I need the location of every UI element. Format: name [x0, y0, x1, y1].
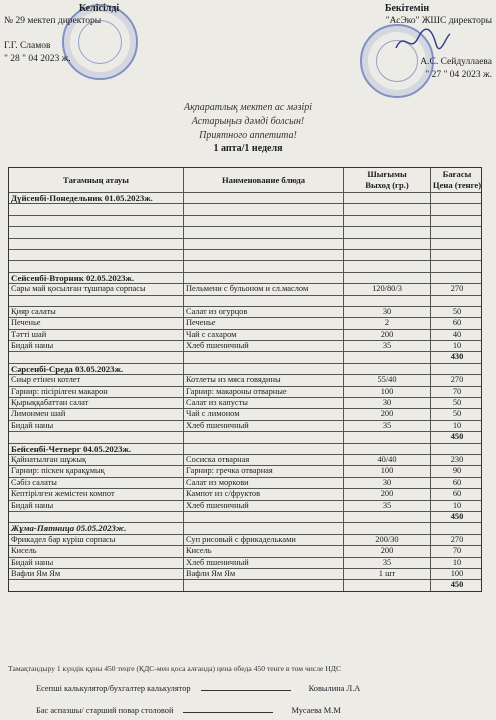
- price-cell: [430, 250, 483, 260]
- total-row: [9, 431, 481, 442]
- price-cell: 270: [430, 284, 483, 294]
- greeting-line-3: Приятного аппетита!: [199, 130, 297, 141]
- name-ru-cell: [183, 261, 343, 271]
- name-kz-cell: [9, 580, 183, 590]
- yield-cell: [343, 227, 430, 237]
- table-row: [9, 306, 481, 317]
- yield-cell: 35: [343, 421, 430, 431]
- name-ru-cell: [183, 432, 343, 442]
- name-ru-cell: Хлеб пшеничный: [183, 558, 343, 568]
- name-kz-cell: Жұма-Пятница 05.05.2023ж.: [11, 523, 127, 534]
- approval-right-title: Бекітемін: [384, 3, 430, 14]
- price-cell: 50: [430, 398, 483, 408]
- yield-cell: 200: [343, 330, 430, 340]
- header-ru-name: Наименование блюда: [183, 168, 343, 192]
- table-row: [9, 534, 481, 545]
- greeting-line-1: Ақпаратлық мектеп ас мәзірі: [183, 102, 313, 113]
- approval-left-date: " 28 " 04 2023 ж.: [4, 54, 71, 64]
- price-cell: [430, 261, 483, 271]
- name-ru-cell: Хлеб пшеничный: [183, 421, 343, 431]
- header-yield-ru: Выход (гр.): [365, 180, 409, 190]
- yield-cell: [343, 296, 430, 306]
- name-ru-cell: Пельмени с бульоном и сл.маслом: [183, 284, 343, 294]
- yield-cell: [343, 261, 430, 271]
- name-kz-cell: Гарнир: піскен қарақұмық: [11, 466, 105, 476]
- name-ru-cell: [183, 273, 343, 283]
- day-row: [9, 363, 481, 374]
- header-kz-name: Тағамның атауы: [63, 174, 129, 185]
- header-price-ru: Цена (тенге): [432, 180, 482, 190]
- table-row: [9, 397, 481, 408]
- yield-cell: 30: [343, 398, 430, 408]
- name-kz-cell: Фрикадел бар күріш сорпасы: [11, 534, 116, 544]
- name-kz-cell: Бидай наны: [11, 557, 54, 567]
- header-price-kz: Бағасы: [442, 169, 472, 179]
- yield-cell: 1 шт: [343, 569, 430, 579]
- table-row: [9, 488, 481, 499]
- table-row: [9, 317, 481, 328]
- table-row: [9, 203, 481, 214]
- name-ru-cell: [183, 352, 343, 362]
- yield-cell: [343, 512, 430, 522]
- name-ru-cell: Суп рисовый с фрикадельками: [183, 535, 343, 545]
- signature-name: Мусаева М.М: [291, 706, 341, 715]
- approval-block-right: [322, 2, 492, 82]
- yield-cell: 200/30: [343, 535, 430, 545]
- yield-cell: [343, 364, 430, 374]
- table-row: [9, 568, 481, 579]
- name-kz-cell: Печенье: [11, 318, 41, 328]
- price-cell: [430, 273, 483, 283]
- table-row: [9, 386, 481, 397]
- yield-cell: 200: [343, 409, 430, 419]
- approval-right-name: А.С. Сейдуллаева: [420, 57, 492, 67]
- price-cell: 450: [430, 580, 483, 590]
- price-cell: 60: [430, 478, 483, 488]
- table-row: [9, 477, 481, 488]
- name-ru-cell: [183, 523, 343, 533]
- greeting: [0, 101, 496, 143]
- price-cell: 90: [430, 466, 483, 476]
- name-kz-cell: [9, 250, 183, 260]
- name-kz-cell: [9, 512, 183, 522]
- table-row: [9, 465, 481, 476]
- name-ru-cell: Салат из капусты: [183, 398, 343, 408]
- yield-cell: [343, 432, 430, 442]
- name-ru-cell: [183, 250, 343, 260]
- header-yield: [343, 168, 430, 192]
- table-row: [9, 340, 481, 351]
- menu-table: [8, 167, 482, 592]
- name-ru-cell: Гарнир: макароны отварные: [183, 387, 343, 397]
- name-ru-cell: [183, 216, 343, 226]
- yield-cell: 200: [343, 546, 430, 556]
- name-ru-cell: Хлеб пшеничный: [183, 341, 343, 351]
- name-kz-cell: Бидай наны: [11, 420, 54, 430]
- name-ru-cell: [183, 444, 343, 454]
- yield-cell: [343, 204, 430, 214]
- yield-cell: [343, 239, 430, 249]
- price-cell: 270: [430, 375, 483, 385]
- greeting-line-2: Астарыңыз дәмді болсын!: [191, 116, 305, 127]
- name-ru-cell: Чай с лимоном: [183, 409, 343, 419]
- price-cell: 70: [430, 546, 483, 556]
- name-kz-cell: Кисель: [11, 546, 37, 556]
- name-kz-cell: Гарнир: пісірілген макарон: [11, 386, 108, 396]
- signature-name: Ковылина Л.А: [308, 684, 361, 693]
- name-kz-cell: [9, 227, 183, 237]
- name-kz-cell: [9, 204, 183, 214]
- name-kz-cell: Кептірілген жемістен компот: [11, 489, 115, 499]
- price-footnote: Тамақтандыру 1 күндік құны 450 теңге (ҚДС-мен қоса алғанда) цена обеда 450 тенге в том числе НДС: [8, 664, 342, 673]
- header-price: [430, 168, 483, 192]
- yield-cell: 120/80/3: [343, 284, 430, 294]
- name-ru-cell: Печенье: [183, 318, 343, 328]
- name-kz-cell: [9, 352, 183, 362]
- name-ru-cell: [183, 239, 343, 249]
- name-kz-cell: Қырыққабаттан салат: [11, 398, 89, 408]
- name-kz-cell: Тәтті шай: [11, 329, 47, 339]
- name-kz-cell: [9, 432, 183, 442]
- table-row: [9, 557, 481, 568]
- name-kz-cell: Дүйсенбі-Понедельник 01.05.2023ж.: [11, 193, 153, 203]
- price-cell: 430: [430, 352, 483, 362]
- price-cell: [430, 193, 483, 203]
- price-cell: 10: [430, 421, 483, 431]
- day-row: [9, 192, 481, 203]
- signature-line: [183, 712, 273, 713]
- name-kz-cell: [9, 216, 183, 226]
- signature-role: Бас аспазшы/ старший повар столовой: [36, 706, 174, 715]
- price-cell: 50: [430, 409, 483, 419]
- yield-cell: 35: [343, 558, 430, 568]
- name-ru-cell: [183, 227, 343, 237]
- name-kz-cell: [9, 239, 183, 249]
- price-cell: [430, 216, 483, 226]
- price-cell: 70: [430, 387, 483, 397]
- name-ru-cell: [183, 580, 343, 590]
- yield-cell: 35: [343, 341, 430, 351]
- price-cell: 270: [430, 535, 483, 545]
- price-cell: 10: [430, 341, 483, 351]
- approval-right-position: "АсЭко" ЖШС директоры: [385, 16, 492, 26]
- yield-cell: [343, 523, 430, 533]
- name-ru-cell: [183, 364, 343, 374]
- yield-cell: [343, 580, 430, 590]
- price-cell: [430, 364, 483, 374]
- price-cell: 450: [430, 432, 483, 442]
- table-row: [9, 226, 481, 237]
- name-kz-cell: Сәбіз салаты: [11, 477, 57, 487]
- price-cell: [430, 239, 483, 249]
- yield-cell: [343, 352, 430, 362]
- yield-cell: 100: [343, 466, 430, 476]
- table-row: [9, 249, 481, 260]
- approval-left-position: № 29 мектеп директоры: [4, 16, 102, 26]
- day-row: [9, 522, 481, 533]
- yield-cell: [343, 444, 430, 454]
- header-yield-kz: Шығымы: [367, 169, 407, 179]
- name-ru-cell: Салат из огурцов: [183, 307, 343, 317]
- name-kz-cell: Бейсенбі-Четверг 04.05.2023ж.: [11, 443, 132, 454]
- total-row: [9, 511, 481, 522]
- price-cell: 450: [430, 512, 483, 522]
- yield-cell: 55/40: [343, 375, 430, 385]
- price-cell: [430, 227, 483, 237]
- table-header: [9, 168, 481, 192]
- table-row: [9, 260, 481, 271]
- table-row: [9, 283, 481, 294]
- signature-row-accountant: [36, 684, 456, 693]
- table-row: [9, 295, 481, 306]
- name-ru-cell: Сосиска отварная: [183, 455, 343, 465]
- name-kz-cell: Сары май қосылған тұшпара сорпасы: [11, 284, 146, 294]
- name-kz-cell: Вафли Ям Ям: [11, 568, 61, 578]
- price-cell: 60: [430, 318, 483, 328]
- approval-left-title: Келісілді: [78, 3, 120, 14]
- name-ru-cell: Салат из моркови: [183, 478, 343, 488]
- yield-cell: 40/40: [343, 455, 430, 465]
- signature-role: Есепші калькулятор/бухгалтер калькулятор: [36, 684, 191, 693]
- name-kz-cell: Қайнатылған шұжық: [11, 454, 87, 464]
- yield-cell: [343, 193, 430, 203]
- name-ru-cell: Кампот из с/фруктов: [183, 489, 343, 499]
- total-row: [9, 579, 481, 590]
- price-cell: 40: [430, 330, 483, 340]
- yield-cell: 2: [343, 318, 430, 328]
- price-cell: 230: [430, 455, 483, 465]
- name-kz-cell: Сейсенбі-Вторник 02.05.2023ж.: [11, 272, 135, 283]
- table-row: [9, 329, 481, 340]
- yield-cell: [343, 273, 430, 283]
- yield-cell: [343, 216, 430, 226]
- table-row: [9, 545, 481, 556]
- name-kz-cell: Лимонмен шай: [11, 409, 66, 419]
- name-kz-cell: Сәрсенбі-Среда 03.05.2023ж.: [11, 363, 124, 374]
- day-row: [9, 443, 481, 454]
- name-kz-cell: Сиыр етінен котлет: [11, 375, 81, 385]
- name-ru-cell: [183, 204, 343, 214]
- approval-block-left: [4, 2, 194, 66]
- name-kz-cell: Бидай наны: [11, 341, 54, 351]
- name-ru-cell: Вафли Ям Ям: [183, 569, 343, 579]
- name-ru-cell: Кисель: [183, 546, 343, 556]
- price-cell: 100: [430, 569, 483, 579]
- approval-right-date: " 27 " 04 2023 ж.: [425, 70, 492, 80]
- yield-cell: [343, 250, 430, 260]
- name-ru-cell: [183, 296, 343, 306]
- table-row: [9, 374, 481, 385]
- yield-cell: 35: [343, 501, 430, 511]
- price-cell: [430, 444, 483, 454]
- price-cell: 10: [430, 558, 483, 568]
- name-kz-cell: Бидай наны: [11, 500, 54, 510]
- name-ru-cell: [183, 512, 343, 522]
- table-row: [9, 408, 481, 419]
- price-cell: 10: [430, 501, 483, 511]
- name-kz-cell: Қияр салаты: [11, 306, 56, 316]
- table-row: [9, 420, 481, 431]
- table-row: [9, 500, 481, 511]
- name-ru-cell: Гарнир: гречка отварная: [183, 466, 343, 476]
- table-row: [9, 215, 481, 226]
- table-row: [9, 238, 481, 249]
- name-ru-cell: Котлеты из мяса говядины: [183, 375, 343, 385]
- signature-line: [201, 690, 291, 691]
- table-row: [9, 454, 481, 465]
- name-kz-cell: [9, 261, 183, 271]
- price-cell: [430, 296, 483, 306]
- signature-row-cook: [36, 706, 456, 715]
- name-ru-cell: Чай с сахаром: [183, 330, 343, 340]
- yield-cell: 100: [343, 387, 430, 397]
- week-label: 1 апта/1 неделя: [213, 143, 283, 154]
- price-cell: 50: [430, 307, 483, 317]
- name-kz-cell: [9, 296, 183, 306]
- price-cell: [430, 204, 483, 214]
- price-cell: [430, 523, 483, 533]
- name-ru-cell: [183, 193, 343, 203]
- name-ru-cell: Хлеб пшеничный: [183, 501, 343, 511]
- yield-cell: 30: [343, 478, 430, 488]
- approval-left-name: Г.Г. Сламов: [4, 41, 51, 51]
- day-row: [9, 272, 481, 283]
- yield-cell: 200: [343, 489, 430, 499]
- total-row: [9, 351, 481, 362]
- price-cell: 60: [430, 489, 483, 499]
- yield-cell: 30: [343, 307, 430, 317]
